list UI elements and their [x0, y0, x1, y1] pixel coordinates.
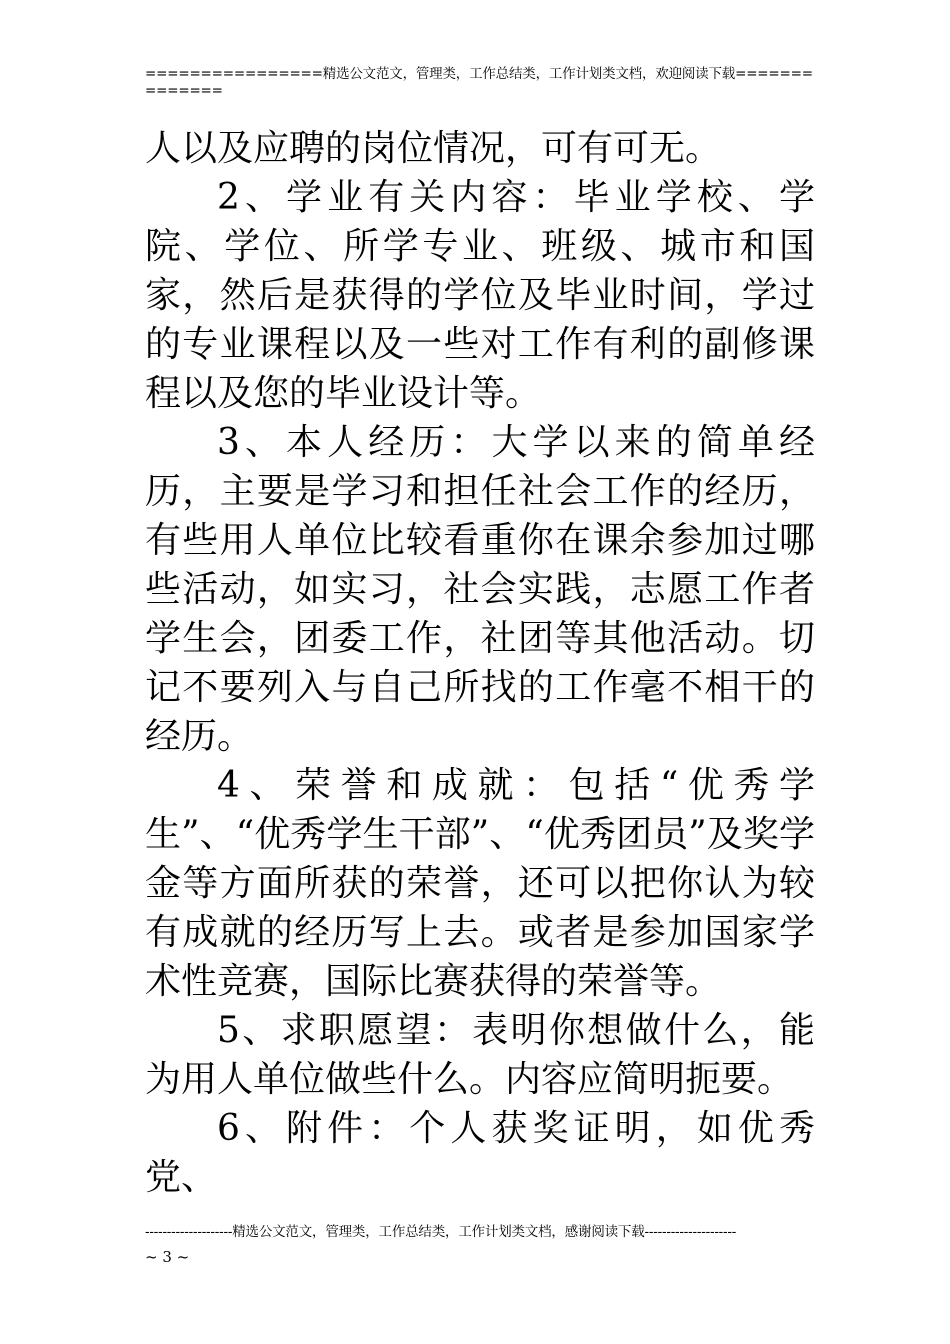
paragraph: 5、求职愿望：表明你想做什么，能为用人单位做些什么。内容应简明扼要。	[145, 1010, 815, 1100]
paragraph: 2、学业有关内容：毕业学校、学院、学位、所学专业、班级、城市和国家，然后是获得的学位及毕业时间，学过的专业课程以及一些对工作有利的副修课程以及您的毕业设计等。	[145, 177, 815, 414]
page-header: ================精选公文范文，管理类，工作总结类，工作计划类文档，欢迎阅读下载==============	[145, 66, 813, 99]
document-body	[145, 124, 815, 1202]
paragraph: 6、附件：个人获奖证明，如优秀党、	[145, 1108, 815, 1198]
page-footer: --------------------精选公文范文，管理类，工作总结类，工作计划类文档，感谢阅读下载---------------------	[145, 1224, 737, 1240]
paragraph: 人以及应聘的岗位情况，可有可无。	[145, 128, 722, 169]
paragraph: 4、荣誉和成就：包括“优秀学生”、“优秀学生干部”、“优秀团员”及奖学金等方面所获的荣誉，还可以把你认为较有成就的经历写上去。或者是参加国家学术性竞赛，国际比赛获得的荣誉等。	[145, 765, 815, 1002]
page-number: ~ 3 ~	[145, 1248, 190, 1266]
paragraph: 3、本人经历：大学以来的简单经历，主要是学习和担任社会工作的经历，有些用人单位比较看重你在课余参加过哪些活动，如实习，社会实践，志愿工作者学生会，团委工作，社团等其他活动。切记不要列入与自己所找的工作毫不相干的经历。	[145, 422, 815, 757]
